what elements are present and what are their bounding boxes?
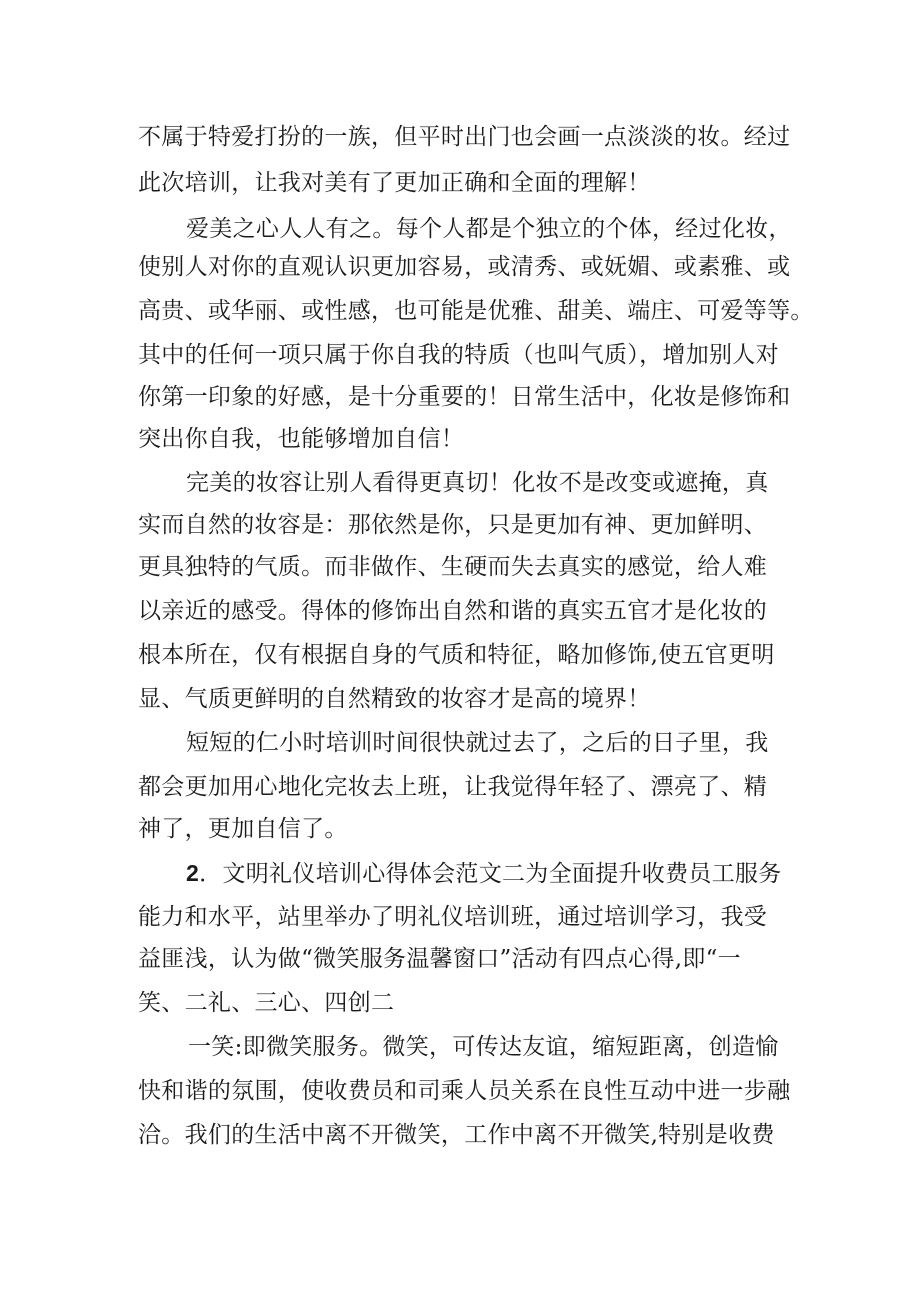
text-line: 根本所在，仅有根据自身的气质和特征，略加修饰,使五官更明 xyxy=(138,642,775,668)
text-line: 突出你自我，也能够增加自信！ xyxy=(138,426,465,452)
text-line: 你第一印象的好感，是十分重要的！日常生活中，化妆是修饰和 xyxy=(138,384,791,410)
text-line: 笑、二礼、三心、四创二 xyxy=(138,990,395,1016)
paragraph-start-line: 爱美之心人人有之。每个人都是个独立的个体，经过化妆， xyxy=(186,216,792,242)
text-line: 不属于特爱打扮的一族，但平时出门也会画一点淡淡的妆。经过 xyxy=(138,124,791,150)
paragraph-start-line: 短短的仁小时培训时间很快就过去了，之后的日子里，我 xyxy=(186,730,769,756)
text-line: 以亲近的感受。得体的修饰出自然和谐的真实五官才是化妆的 xyxy=(138,598,768,624)
text-line: 能力和水平，站里举办了明礼仪培训班，通过培训学习，我受 xyxy=(138,904,768,930)
text-line: 益匪浅，认为做“微笑服务温馨窗口”活动有四点心得,即“一 xyxy=(138,946,741,972)
text-line: 快和谐的氛围，使收费员和司乘人员关系在良性互动中进一步融 xyxy=(138,1078,791,1104)
paragraph-start-line: 一笑:即微笑服务。微笑，可传达友谊，缩短距离，创造愉 xyxy=(188,1034,779,1060)
text-line: 使别人对你的直观认识更加容易，或清秀、或妩媚、或素雅、或 xyxy=(138,254,791,280)
section-number: 2 xyxy=(186,860,200,886)
text-line: 都会更加用心地化完妆去上班，让我觉得年轻了、漂亮了、精 xyxy=(138,774,768,800)
text-line: 高贵、或华丽、或性感，也可能是优雅、甜美、端庄、可爱等等。 xyxy=(138,298,814,324)
text-line: 实而自然的妆容是：那依然是你，只是更加有神、更加鲜明、 xyxy=(138,512,768,538)
text-line: 更具独特的气质。而非做作、生硬而失去真实的感觉，给人难 xyxy=(138,554,768,580)
text-line: 此次培训，让我对美有了更加正确和全面的理解！ xyxy=(138,170,651,196)
text-line: 神了，更加自信了。 xyxy=(138,816,348,842)
section-heading-line xyxy=(186,858,782,889)
text-line: 显、气质更鲜明的自然精致的妆容才是高的境界！ xyxy=(138,686,651,712)
text-line: 洽。我们的生活中离不开微笑，工作中离不开微笑,特别是收费 xyxy=(138,1122,775,1148)
section-heading-text: ．文明礼仪培训心得体会范文二为全面提升收费员工服务 xyxy=(199,861,782,887)
paragraph-start-line: 完美的妆容让别人看得更真切！化妆不是改变或遮掩，真 xyxy=(186,470,769,496)
text-line: 其中的任何一项只属于你自我的特质（也叫气质），增加别人对 xyxy=(138,342,779,368)
